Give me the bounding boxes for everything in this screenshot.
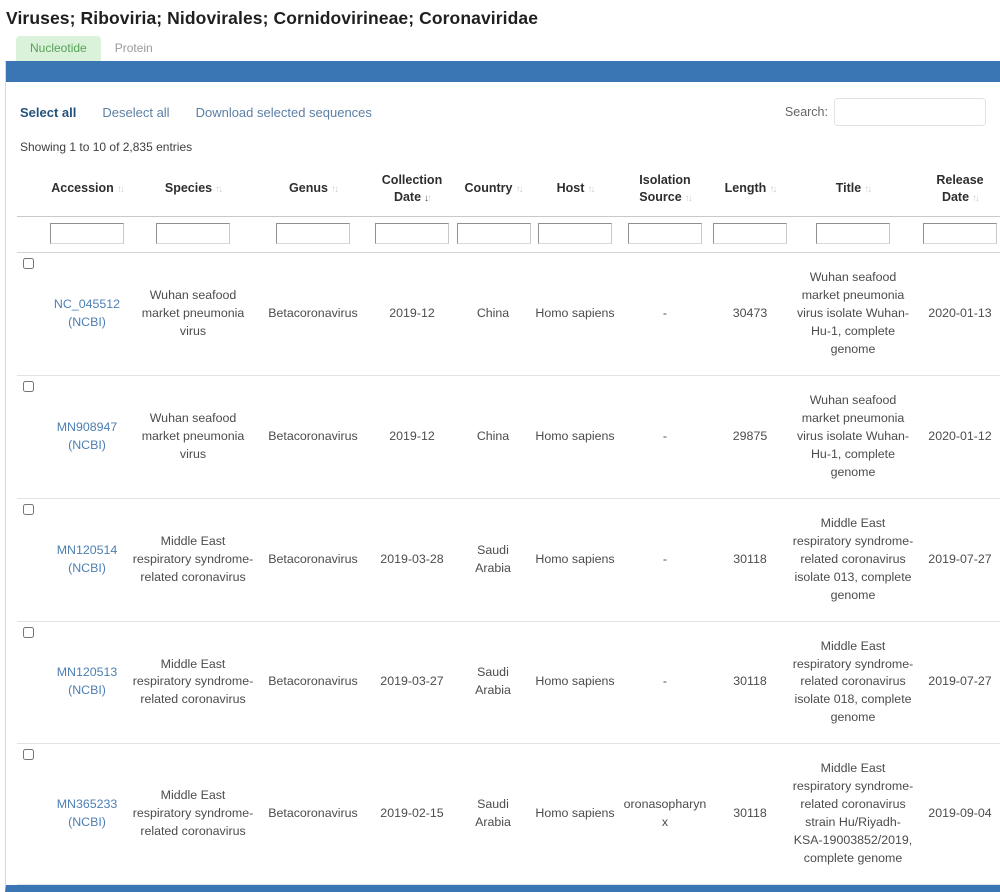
host-cell: Homo sapiens xyxy=(531,621,619,744)
column-header-host[interactable]: Host ↑↓ xyxy=(556,181,594,196)
filter-collection-date-input[interactable] xyxy=(375,223,449,244)
country-cell: Saudi Arabia xyxy=(455,621,531,744)
length-cell: 30118 xyxy=(711,744,789,885)
release-date-cell: 2019-09-04 xyxy=(917,744,1000,885)
isolation-source-cell: oronasopharynx xyxy=(619,744,711,885)
isolation-source-cell: - xyxy=(619,375,711,498)
sort-icon: ↑↓ xyxy=(864,184,871,196)
column-header-collection-date[interactable]: Collection Date ↓↑ xyxy=(381,173,443,204)
title-cell: Middle East respiratory syndrome-related coronavirus isolate 013, complete genome xyxy=(789,498,917,621)
sort-icon: ↑↓ xyxy=(684,192,691,204)
genus-cell: Betacoronavirus xyxy=(257,252,369,375)
host-cell: Homo sapiens xyxy=(531,498,619,621)
table-row xyxy=(17,621,1000,744)
accent-bar xyxy=(6,61,1000,82)
table-row xyxy=(17,744,1000,885)
filter-host-input[interactable] xyxy=(538,223,612,244)
country-cell: Saudi Arabia xyxy=(455,498,531,621)
search-input[interactable] xyxy=(834,98,986,126)
species-cell: Wuhan seafood market pneumonia virus xyxy=(129,252,257,375)
accession-link[interactable]: MN908947 xyxy=(56,419,118,434)
accession-source: (NCBI) xyxy=(68,437,106,452)
column-header-length[interactable]: Length ↑↓ xyxy=(724,181,776,196)
sequences-table xyxy=(17,164,1000,885)
collection-date-cell: 2019-03-27 xyxy=(369,621,455,744)
isolation-source-cell: - xyxy=(619,252,711,375)
sort-icon: ↑↓ xyxy=(769,184,776,196)
host-cell: Homo sapiens xyxy=(531,252,619,375)
row-checkbox[interactable] xyxy=(23,504,34,515)
tab-nucleotide[interactable]: Nucleotide xyxy=(16,36,101,61)
sort-icon: ↑↓ xyxy=(972,192,979,204)
entries-status-text: Showing 1 to 10 of 2,835 entries xyxy=(20,140,193,154)
country-cell: China xyxy=(455,252,531,375)
table-row xyxy=(17,375,1000,498)
collection-date-cell: 2019-12 xyxy=(369,375,455,498)
accession-source: (NCBI) xyxy=(68,683,106,698)
release-date-cell: 2020-01-13 xyxy=(917,252,1000,375)
filter-species-input[interactable] xyxy=(156,223,230,244)
sort-icon: ↑↓ xyxy=(116,184,123,196)
length-cell: 29875 xyxy=(711,375,789,498)
row-checkbox[interactable] xyxy=(23,627,34,638)
genus-cell: Betacoronavirus xyxy=(257,621,369,744)
species-cell: Middle East respiratory syndrome-related coronavirus xyxy=(129,744,257,885)
table-row xyxy=(17,498,1000,621)
collection-date-cell: 2019-02-15 xyxy=(369,744,455,885)
column-header-title[interactable]: Title ↑↓ xyxy=(835,181,871,196)
host-cell: Homo sapiens xyxy=(531,744,619,885)
release-date-cell: 2019-07-27 xyxy=(917,621,1000,744)
tab-protein[interactable]: Protein xyxy=(114,41,153,55)
select-all-button[interactable]: Select all xyxy=(20,104,77,120)
isolation-source-cell: - xyxy=(619,498,711,621)
accession-link[interactable]: MN365233 xyxy=(56,797,118,812)
accession-source: (NCBI) xyxy=(68,314,106,329)
sort-icon: ↑↓ xyxy=(515,184,522,196)
search-area xyxy=(785,98,986,126)
species-cell: Middle East respiratory syndrome-related coronavirus xyxy=(129,498,257,621)
column-header-isolation-source[interactable]: Isolation Source ↑↓ xyxy=(639,173,691,204)
species-cell: Wuhan seafood market pneumonia virus xyxy=(129,375,257,498)
table-row xyxy=(17,252,1000,375)
column-header-genus[interactable]: Genus ↑↓ xyxy=(289,181,337,196)
toolbar xyxy=(6,82,1000,130)
title-cell: Wuhan seafood market pneumonia virus isolate Wuhan-Hu-1, complete genome xyxy=(789,252,917,375)
genus-cell: Betacoronavirus xyxy=(257,744,369,885)
title-cell: Middle East respiratory syndrome-related coronavirus isolate 018, complete genome xyxy=(789,621,917,744)
filter-country-input[interactable] xyxy=(457,223,531,244)
length-cell: 30118 xyxy=(711,621,789,744)
row-checkbox[interactable] xyxy=(23,749,34,760)
genus-cell: Betacoronavirus xyxy=(257,375,369,498)
length-cell: 30118 xyxy=(711,498,789,621)
length-cell: 30473 xyxy=(711,252,789,375)
host-cell: Homo sapiens xyxy=(531,375,619,498)
column-header-release-date[interactable]: Release Date ↑↓ xyxy=(936,173,984,204)
accession-link[interactable]: MN120514 xyxy=(56,542,118,557)
header-checkbox-spacer xyxy=(17,164,45,216)
accession-source: (NCBI) xyxy=(68,815,106,830)
tab-bar xyxy=(5,35,1000,61)
search-label: Search: xyxy=(784,105,828,119)
accession-link[interactable]: MN120513 xyxy=(56,665,118,680)
filter-length-input[interactable] xyxy=(713,223,787,244)
filter-spacer xyxy=(17,216,45,252)
filter-accession-input[interactable] xyxy=(50,223,124,244)
filter-row xyxy=(17,216,1000,252)
row-checkbox[interactable] xyxy=(23,258,34,269)
country-cell: Saudi Arabia xyxy=(455,744,531,885)
collection-date-cell: 2019-03-28 xyxy=(369,498,455,621)
filter-release-date-input[interactable] xyxy=(923,223,997,244)
filter-genus-input[interactable] xyxy=(276,223,350,244)
column-header-species[interactable]: Species ↑↓ xyxy=(164,181,222,196)
sort-descending-icon: ↓↑ xyxy=(424,192,431,204)
row-checkbox[interactable] xyxy=(23,381,34,392)
sort-icon: ↑↓ xyxy=(215,184,222,196)
release-date-cell: 2019-07-27 xyxy=(917,498,1000,621)
accession-link[interactable]: NC_045512 xyxy=(53,296,121,311)
filter-isolation-source-input[interactable] xyxy=(628,223,702,244)
species-cell: Middle East respiratory syndrome-related coronavirus xyxy=(129,621,257,744)
page-title: Viruses; Riboviria; Nidovirales; Cornidovirineae; Coronaviridae xyxy=(6,8,539,28)
content-panel xyxy=(5,61,1000,892)
column-header-country[interactable]: Country ↑↓ xyxy=(464,181,522,196)
deselect-all-button[interactable]: Deselect all xyxy=(102,104,170,120)
header-row xyxy=(17,164,1000,216)
sort-icon: ↑↓ xyxy=(330,184,337,196)
sort-icon: ↑↓ xyxy=(587,184,594,196)
isolation-source-cell: - xyxy=(619,621,711,744)
column-header-accession[interactable]: Accession ↑↓ xyxy=(51,181,123,196)
collection-date-cell: 2019-12 xyxy=(369,252,455,375)
release-date-cell: 2020-01-12 xyxy=(917,375,1000,498)
title-cell: Middle East respiratory syndrome-related coronavirus strain Hu/Riyadh-KSA-19003852/2019, complete genome xyxy=(789,744,917,885)
download-selected-button[interactable]: Download selected sequences xyxy=(195,104,372,120)
country-cell: China xyxy=(455,375,531,498)
genus-cell: Betacoronavirus xyxy=(257,498,369,621)
accession-source: (NCBI) xyxy=(68,560,106,575)
title-cell: Wuhan seafood market pneumonia virus isolate Wuhan-Hu-1, complete genome xyxy=(789,375,917,498)
filter-title-input[interactable] xyxy=(816,223,890,244)
